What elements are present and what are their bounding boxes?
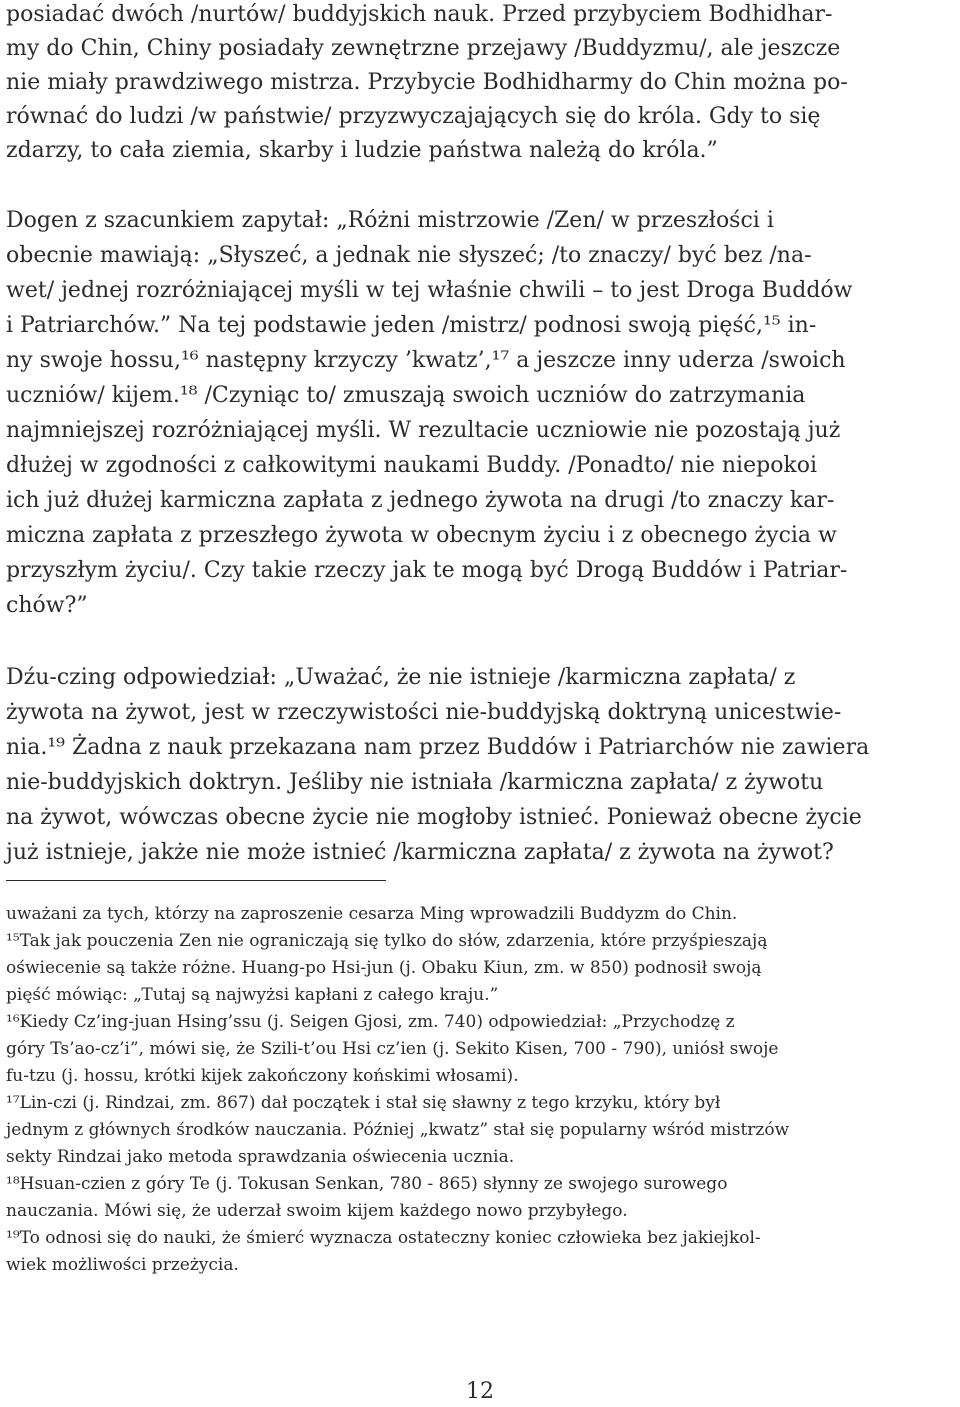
footnote-line: góry Ts’ao-cz’i”, mówi się, że Szili-t’ou Hsi cz’ien (j. Sekito Kisen, 700 - 790), uniósł swoje [6, 1039, 779, 1059]
footnote-line: wiek możliwości przeżycia. [6, 1255, 239, 1275]
footnote-line: jednym z głównych środków nauczania. Później „kwatz” stał się popularny wśród mistrzów [6, 1120, 790, 1140]
footnote-line: ¹⁸Hsuan-czien z góry Te (j. Tokusan Senkan, 780 - 865) słynny ze swojego surowego [6, 1174, 728, 1194]
text-line: przyszłym życiu/. Czy takie rzeczy jak te mogą być Drogą Buddów i Patriar- [6, 558, 848, 583]
footnote-line: ¹⁶Kiedy Cz’ing-juan Hsing’ssu (j. Seigen Gjosi, zm. 740) odpowiedział: „Przychodzę z [6, 1012, 735, 1032]
text-line: nie-buddyjskich doktryn. Jeśliby nie istniała /karmiczna zapłata/ z żywotu [6, 770, 824, 795]
footnote-line: ¹⁷Lin-czi (j. Rindzai, zm. 867) dał początek i stał się sławny z tego krzyku, który był [6, 1093, 721, 1113]
text-line: nie miały prawdziwego mistrza. Przybycie Bodhidharmy do Chin można po- [6, 70, 848, 95]
footnote-line: pięść mówiąc: „Tutaj są najwyżsi kapłani z całego kraju.” [6, 985, 499, 1005]
text-line: miczna zapłata z przeszłego żywota w obecnym życiu i z obecnego życia w [6, 523, 837, 548]
footnote-line: ¹⁹To odnosi się do nauki, że śmierć wyznacza ostateczny koniec człowieka bez jakiejkol- [6, 1228, 761, 1248]
text-line: wet/ jednej rozróżniającej myśli w tej właśnie chwili – to jest Droga Buddów [6, 278, 853, 303]
footnote-line: sekty Rindzai jako metoda sprawdzania oświecenia ucznia. [6, 1147, 515, 1167]
text-line: nia.¹⁹ Żadna z nauk przekazana nam przez Buddów i Patriarchów nie zawiera [6, 735, 870, 760]
text-line: obecnie mawiają: „Słyszeć, a jednak nie słyszeć; /to znaczy/ być bez /na- [6, 243, 812, 268]
footnote-rule [6, 880, 386, 881]
text-line: równać do ludzi /w państwie/ przyzwyczajających się do króla. Gdy to się [6, 104, 821, 129]
text-line: my do Chin, Chiny posiadały zewnętrzne przejawy /Buddyzmu/, ale jeszcze [6, 36, 841, 61]
text-line: najmniejszej rozróżniającej myśli. W rezultacie uczniowie nie pozostają już [6, 418, 841, 443]
text-line: chów?” [6, 593, 88, 618]
text-line: zdarzy, to cała ziemia, skarby i ludzie państwa należą do króla.” [6, 138, 718, 163]
text-line: dłużej w zgodności z całkowitymi naukami Buddy. /Ponadto/ nie niepokoi [6, 453, 818, 478]
footnote-line: uważani za tych, którzy na zaproszenie cesarza Ming wprowadzili Buddyzm do Chin. [6, 904, 738, 924]
text-line: ny swoje hossu,¹⁶ następny krzyczy ’kwatz’,¹⁷ a jeszcze inny uderza /swoich [6, 348, 846, 373]
text-line: posiadać dwóch /nurtów/ buddyjskich nauk. Przed przybyciem Bodhidhar- [6, 2, 833, 27]
text-line: na żywot, wówczas obecne życie nie mogłoby istnieć. Ponieważ obecne życie [6, 805, 862, 830]
text-line: Dogen z szacunkiem zapytał: „Różni mistrzowie /Zen/ w przeszłości i [6, 208, 774, 233]
text-line: już istnieje, jakże nie może istnieć /karmiczna zapłata/ z żywota na żywot? [6, 840, 834, 865]
page-number: 12 [466, 1379, 494, 1404]
text-line: żywota na żywot, jest w rzeczywistości nie-buddyjską doktryną unicestwie- [6, 700, 842, 725]
footnote-line: nauczania. Mówi się, że uderzał swoim kijem każdego nowo przybyłego. [6, 1201, 628, 1221]
footnote-line: ¹⁵Tak jak pouczenia Zen nie ograniczają się tylko do słów, zdarzenia, które przyśpieszają [6, 931, 768, 951]
text-line: ich już dłużej karmiczna zapłata z jednego żywota na drugi /to znaczy kar- [6, 488, 835, 513]
text-line: Dźu-czing odpowiedział: „Uważać, że nie istnieje /karmiczna zapłata/ z [6, 665, 796, 690]
text-line: i Patriarchów.” Na tej podstawie jeden /mistrz/ podnosi swoją pięść,¹⁵ in- [6, 313, 817, 338]
text-line: uczniów/ kijem.¹⁸ /Czyniąc to/ zmuszają swoich uczniów do zatrzymania [6, 383, 806, 408]
footnote-line: oświecenie są także różne. Huang-po Hsi-jun (j. Obaku Kiun, zm. w 850) podnosił swoją [6, 958, 762, 978]
footnote-line: fu-tzu (j. hossu, krótki kijek zakończony końskimi włosami). [6, 1066, 519, 1086]
